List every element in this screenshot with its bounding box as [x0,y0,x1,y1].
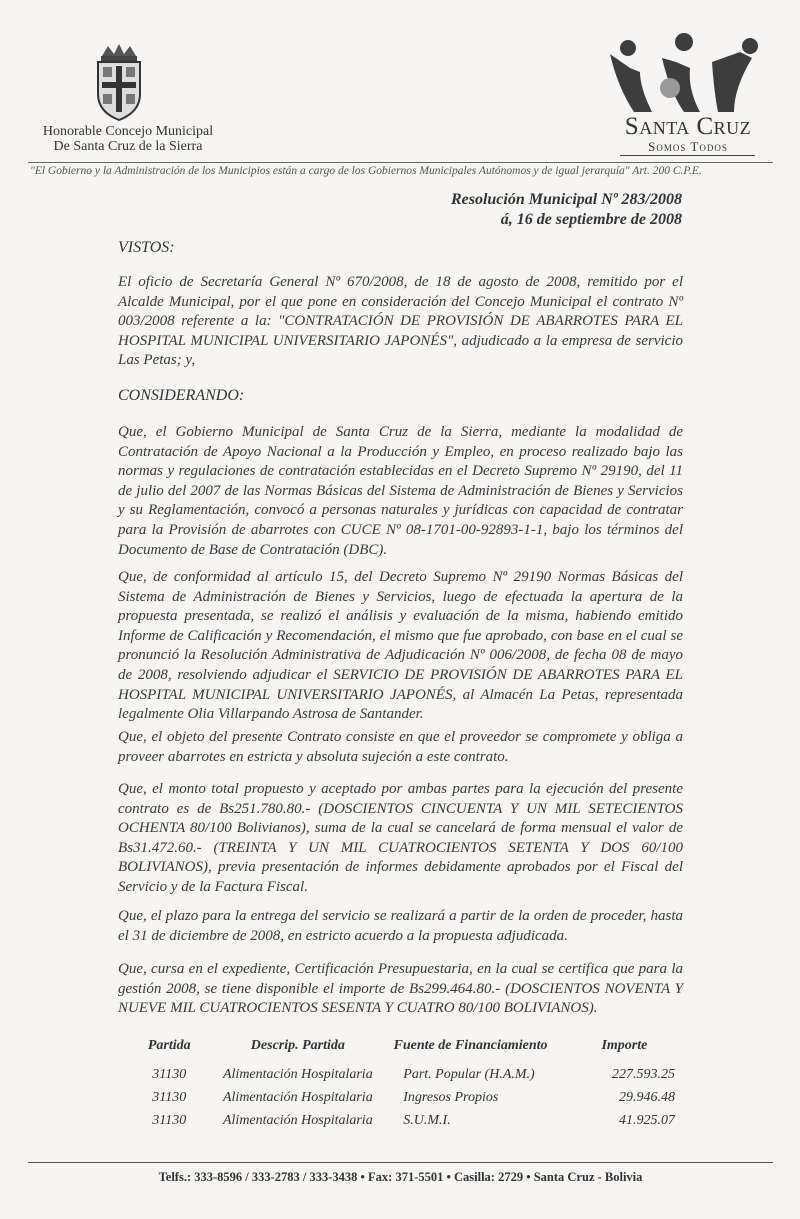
vistos-paragraph: El oficio de Secretaría General Nº 670/2008, de 18 de agosto de 2008, remitido por el Alcalde Municipal, por el que pone en consideración del Concejo Municipal el contrato Nº 003/2008 referente a la: "CONTRATACIÓN DE PROVISIÓN DE ABARROTES PARA EL HOSPITAL MUNICIPAL UNIVERSITARIO JAPONÉS", adjudicado a la empresa de servicio Las Petas; y, [118,274,683,369]
footer-divider [28,1162,773,1163]
considerando-paragraph-6: Que, cursa en el expediente, Certificación Presupuestaria, en la cual se certifica que para la gestión 2008, se tiene disponible el importe de Bs299.464.80.- (DOSCIENTOS NOVENTA Y NUEVE MIL CUATROCIENTOS SESENTA Y CUATRO 80/100 BOLIVIANOS). [118,961,683,1017]
column-header-descripcion: Descrip. Partida [250,1038,345,1053]
considerando-paragraph-5: Que, el plazo para la entrega del servicio se realizará a partir de la orden de proceder, hasta el 31 de diciembre de 2008, en estricto acuerdo a la propuesta adjudicada. [118,908,683,944]
column-header-importe: Importe [601,1038,648,1053]
council-name [28,124,228,154]
considerando-paragraph-1: Que, el Gobierno Municipal de Santa Cruz de la Sierra, mediante la modalidad de Contratación de Apoyo Nacional a la Producción y Empleo, en proceso realizado bajo las normas y regulaciones de contratación establecidas en el Decreto Supremo Nº 29190, del 11 de julio del 2007 de las Normas Básicas del Sistema de Administración de Bienes y Servicios y su Reglamentación, convocó a personas naturales y jurídicas con capacidad de contratar para la Provisión de abarrotes con CUCE Nº 08-1701-00-92893-1-1, bajo los términos del Documento de Base de Contratación (DBC). [118,424,683,558]
column-header-fuente: Fuente de Financiamiento [393,1038,548,1053]
brand-block [618,114,758,154]
brand-slogan: Somos Todos [648,139,728,154]
resolution-number: Resolución Municipal Nº 283/2008 [450,191,682,208]
budget-table [118,1038,683,1133]
cell-descripcion: Alimentación Hospitalaria [222,1090,373,1105]
cell-importe: 29.946.48 [619,1090,675,1105]
considerando-paragraph-2: Que, de conformidad al artículo 15, del Decreto Supremo Nº 29190 Normas Básicas del Sistema de Administración de Bienes y Servicios, luego de efectuada la apertura de la propuesta presentada, se realizó el análisis y evaluación de la misma, habiendo emitido Informe de Calificación y Recomendación, el mismo que fue aprobado, con base en el cual se pronunció la Resolución Administrativa de Adjudicación Nº 006/2008, de fecha 08 de mayo de 2008, resolviendo adjudicar el SERVICIO DE PROVISIÓN DE ABARROTES PARA EL HOSPITAL MUNICIPAL UNIVERSITARIO JAPONÉS, al Almacén La Petas, representada legalmente Olia Villarpando Astrosa de Santander. [118,569,683,723]
cell-fuente: Ingresos Propios [403,1090,499,1105]
resolution-title-block [451,190,682,230]
constitution-quote: "El Gobierno y la Administración de los Municipios están a cargo de los Gobiernos Municipales Autónomos y de igual jerarquía" Art. 200 C.P.E. [30,165,702,177]
cell-fuente: S.U.M.I. [403,1113,451,1128]
cell-descripcion: Alimentación Hospitalaria [222,1067,373,1082]
header-divider [28,162,773,163]
cell-fuente: Part. Popular (H.A.M.) [403,1067,535,1082]
table-row [118,1064,683,1087]
considerando-paragraph-4: Que, el monto total propuesto y aceptado por ambas partes para la ejecución del presente contrato es de Bs251.780.80.- (DOSCIENTOS CINCUENTA Y UN MIL SETECIENTOS OCHENTA 80/100 Bolivianos), suma de la cual se cancelará de forma mensual el valor de Bs31.472.60.- (TREINTA Y UN MIL CUATROCIENTOS SETENTA Y DOS 60/100 BOLIVIANOS), previa presentación de informes debidamente aprobados por el Fiscal del Servicio y de la Factura Fiscal. [118,781,683,895]
municipal-crest-icon [88,42,150,124]
vistos-heading: VISTOS: [118,239,175,256]
cell-importe: 227.593.25 [612,1067,675,1082]
footer-contact: Telfs.: 333-8596 / 333-2783 / 333-3438 • Fax: 371-5501 • Casilla: 2729 • Santa Cruz - Bolivia [158,1170,643,1184]
budget-table-header-row [118,1038,683,1064]
cell-descripcion: Alimentación Hospitalaria [222,1113,373,1128]
cell-partida: 31130 [152,1067,187,1082]
considerando-heading: CONSIDERANDO: [118,387,245,404]
brand-name: Santa Cruz [624,113,752,140]
considerando-paragraph-3: Que, el objeto del presente Contrato consiste en que el proveedor se compromete y obliga a proveer abarrotes en estricta y absoluta sujeción a este contrato. [118,729,683,765]
brand-underline [620,155,755,156]
council-name-line2: De Santa Cruz de la Sierra [53,139,203,154]
cell-partida: 31130 [152,1113,187,1128]
table-row [118,1110,683,1133]
council-name-line1: Honorable Concejo Municipal [42,124,214,139]
cell-importe: 41.925.07 [619,1113,675,1128]
column-header-partida: Partida [147,1038,191,1053]
resolution-date: á, 16 de septiembre de 2008 [500,211,682,228]
cell-partida: 31130 [152,1090,187,1105]
table-row [118,1087,683,1110]
